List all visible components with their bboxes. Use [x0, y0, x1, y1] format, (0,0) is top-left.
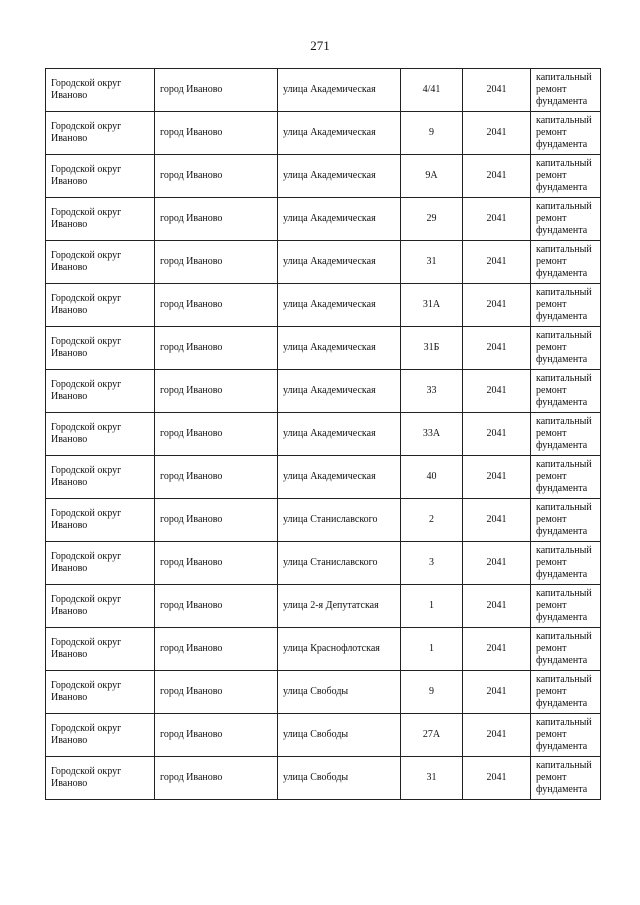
work-type-cell: капитальный ремонт фундамента [531, 542, 601, 585]
year-cell: 2041 [463, 327, 531, 370]
year-cell: 2041 [463, 585, 531, 628]
year-cell: 2041 [463, 757, 531, 800]
work-type-cell: капитальный ремонт фундамента [531, 155, 601, 198]
city-cell: город Иваново [155, 284, 278, 327]
city-cell: город Иваново [155, 69, 278, 112]
street-cell: улица Свободы [278, 757, 401, 800]
work-type-cell: капитальный ремонт фундамента [531, 499, 601, 542]
house-number-cell: 31 [401, 757, 463, 800]
city-cell: город Иваново [155, 241, 278, 284]
year-cell: 2041 [463, 241, 531, 284]
work-type-cell: капитальный ремонт фундамента [531, 69, 601, 112]
work-type-cell: капитальный ремонт фундамента [531, 671, 601, 714]
street-cell: улица Академическая [278, 112, 401, 155]
house-number-cell: 40 [401, 456, 463, 499]
street-cell: улица Академическая [278, 327, 401, 370]
street-cell: улица Академическая [278, 198, 401, 241]
district-cell: Городской округ Иваново [46, 542, 155, 585]
table-row [46, 198, 601, 241]
street-cell: улица 2-я Депутатская [278, 585, 401, 628]
table-row [46, 542, 601, 585]
table-row [46, 628, 601, 671]
district-cell: Городской округ Иваново [46, 284, 155, 327]
year-cell: 2041 [463, 155, 531, 198]
table-row [46, 757, 601, 800]
year-cell: 2041 [463, 714, 531, 757]
table-row [46, 714, 601, 757]
year-cell: 2041 [463, 671, 531, 714]
table-row [46, 327, 601, 370]
house-number-cell: 29 [401, 198, 463, 241]
work-type-cell: капитальный ремонт фундамента [531, 327, 601, 370]
city-cell: город Иваново [155, 198, 278, 241]
table-body [46, 69, 601, 800]
work-type-cell: капитальный ремонт фундамента [531, 456, 601, 499]
table-row [46, 69, 601, 112]
street-cell: улица Академическая [278, 284, 401, 327]
district-cell: Городской округ Иваново [46, 499, 155, 542]
city-cell: город Иваново [155, 456, 278, 499]
table-row [46, 671, 601, 714]
city-cell: город Иваново [155, 671, 278, 714]
year-cell: 2041 [463, 112, 531, 155]
street-cell: улица Академическая [278, 370, 401, 413]
house-number-cell: 33А [401, 413, 463, 456]
house-number-cell: 1 [401, 628, 463, 671]
year-cell: 2041 [463, 542, 531, 585]
city-cell: город Иваново [155, 628, 278, 671]
work-type-cell: капитальный ремонт фундамента [531, 585, 601, 628]
work-type-cell: капитальный ремонт фундамента [531, 284, 601, 327]
work-type-cell: капитальный ремонт фундамента [531, 628, 601, 671]
street-cell: улица Свободы [278, 714, 401, 757]
table-row [46, 499, 601, 542]
district-cell: Городской округ Иваново [46, 155, 155, 198]
district-cell: Городской округ Иваново [46, 69, 155, 112]
year-cell: 2041 [463, 284, 531, 327]
year-cell: 2041 [463, 69, 531, 112]
district-cell: Городской округ Иваново [46, 628, 155, 671]
city-cell: город Иваново [155, 327, 278, 370]
table-row [46, 112, 601, 155]
page-number: 271 [310, 38, 330, 53]
street-cell: улица Академическая [278, 456, 401, 499]
house-number-cell: 4/41 [401, 69, 463, 112]
work-type-cell: капитальный ремонт фундамента [531, 241, 601, 284]
year-cell: 2041 [463, 628, 531, 671]
work-type-cell: капитальный ремонт фундамента [531, 112, 601, 155]
district-cell: Городской округ Иваново [46, 413, 155, 456]
district-cell: Городской округ Иваново [46, 714, 155, 757]
street-cell: улица Краснофлотская [278, 628, 401, 671]
table-row [46, 456, 601, 499]
city-cell: город Иваново [155, 112, 278, 155]
table-row [46, 241, 601, 284]
street-cell: улица Станиславского [278, 542, 401, 585]
house-number-cell: 31А [401, 284, 463, 327]
street-cell: улица Академическая [278, 413, 401, 456]
street-cell: улица Академическая [278, 155, 401, 198]
street-cell: улица Академическая [278, 241, 401, 284]
house-number-cell: 31 [401, 241, 463, 284]
house-number-cell: 3 [401, 542, 463, 585]
district-cell: Городской округ Иваново [46, 585, 155, 628]
year-cell: 2041 [463, 413, 531, 456]
year-cell: 2041 [463, 370, 531, 413]
registry-table [45, 68, 601, 800]
table-row [46, 284, 601, 327]
city-cell: город Иваново [155, 413, 278, 456]
city-cell: город Иваново [155, 757, 278, 800]
house-number-cell: 1 [401, 585, 463, 628]
house-number-cell: 27А [401, 714, 463, 757]
city-cell: город Иваново [155, 714, 278, 757]
city-cell: город Иваново [155, 542, 278, 585]
district-cell: Городской округ Иваново [46, 198, 155, 241]
table-row [46, 585, 601, 628]
year-cell: 2041 [463, 456, 531, 499]
street-cell: улица Станиславского [278, 499, 401, 542]
district-cell: Городской округ Иваново [46, 671, 155, 714]
district-cell: Городской округ Иваново [46, 112, 155, 155]
district-cell: Городской округ Иваново [46, 327, 155, 370]
city-cell: город Иваново [155, 370, 278, 413]
district-cell: Городской округ Иваново [46, 757, 155, 800]
work-type-cell: капитальный ремонт фундамента [531, 757, 601, 800]
house-number-cell: 9 [401, 112, 463, 155]
work-type-cell: капитальный ремонт фундамента [531, 198, 601, 241]
work-type-cell: капитальный ремонт фундамента [531, 370, 601, 413]
work-type-cell: капитальный ремонт фундамента [531, 714, 601, 757]
city-cell: город Иваново [155, 155, 278, 198]
district-cell: Городской округ Иваново [46, 456, 155, 499]
house-number-cell: 33 [401, 370, 463, 413]
house-number-cell: 9А [401, 155, 463, 198]
table-row [46, 155, 601, 198]
table-row [46, 413, 601, 456]
work-type-cell: капитальный ремонт фундамента [531, 413, 601, 456]
street-cell: улица Академическая [278, 69, 401, 112]
house-number-cell: 31Б [401, 327, 463, 370]
district-cell: Городской округ Иваново [46, 370, 155, 413]
house-number-cell: 9 [401, 671, 463, 714]
city-cell: город Иваново [155, 585, 278, 628]
table-row [46, 370, 601, 413]
city-cell: город Иваново [155, 499, 278, 542]
house-number-cell: 2 [401, 499, 463, 542]
street-cell: улица Свободы [278, 671, 401, 714]
district-cell: Городской округ Иваново [46, 241, 155, 284]
year-cell: 2041 [463, 198, 531, 241]
year-cell: 2041 [463, 499, 531, 542]
